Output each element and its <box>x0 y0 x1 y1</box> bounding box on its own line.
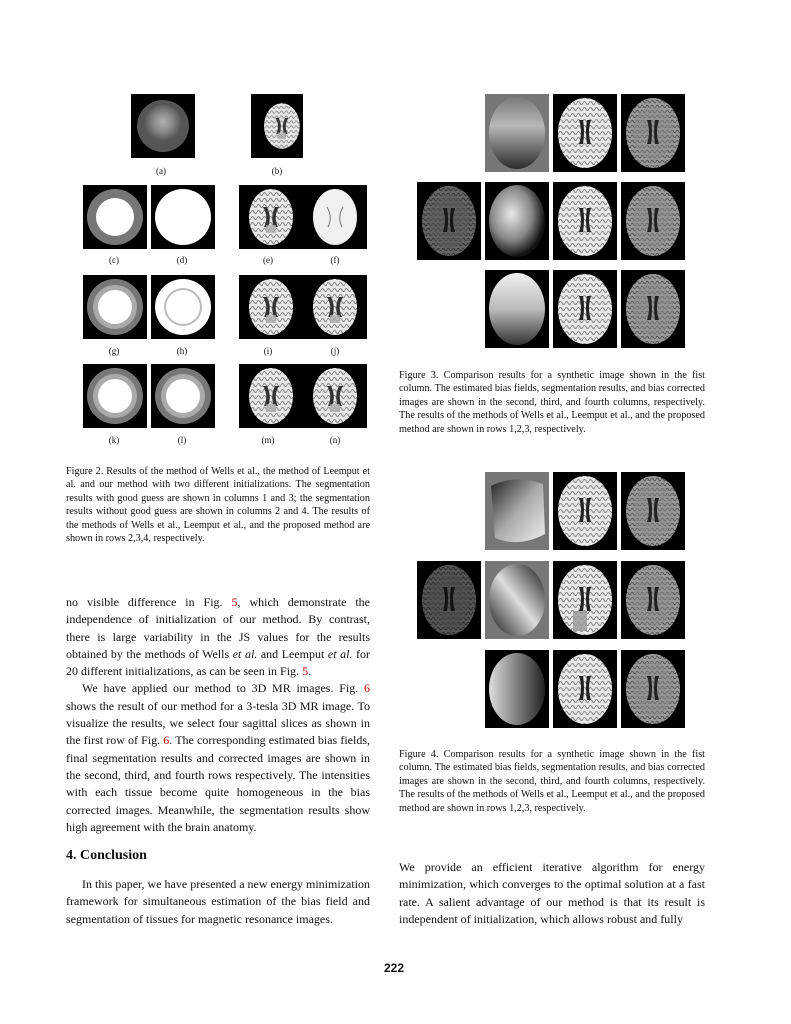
fig2-image-f <box>303 185 367 249</box>
fig4-segmentation <box>553 650 617 728</box>
figure-ref-link[interactable]: 5 <box>302 664 309 679</box>
fig2-caption: Figure 2. Results of the method of Wells et al., the method of Leemput et al. and our method with two different initializations. The segmentation results with good guess are shown in columns 1 and 3; the segmentation results without good guess are shown in columns 2 and 4. The results of the methods of Wells et al., Leemput et al., and the proposed method are shown in rows 2,3,4, respectively. <box>66 466 370 545</box>
fig2-image-g <box>83 275 147 339</box>
fig4-segmentation <box>553 561 617 639</box>
fig3-bias-field <box>485 270 549 348</box>
fig4-caption: Figure 4. Comparison results for a synthetic image shown in the fist column. The estimated bias fields, segmentation results, and bias corrected images are shown in the second, third, and fourth columns, respectively. The results of the methods of Wells et al., Leemput et al., and the proposed method are shown in rows 1,2,3, respectively. <box>399 749 705 814</box>
fig2-image-l <box>151 364 215 428</box>
figure-ref-link[interactable]: 5 <box>231 595 238 609</box>
fig2-image-d <box>151 185 215 249</box>
fig3-segmentation <box>553 270 617 348</box>
right-body-text: We provide an efficient iterative algorithm for energy minimization, which converges to the optimal solution at a fast rate. A salient advantage of our method is that its result is independent of initialization, which allows robust and fully <box>399 860 705 926</box>
fig4-corrected <box>621 561 685 639</box>
conclusion-text: In this paper, we have presented a new energy minimization framework for simultaneous estimation of the bias field and segmentation of tissues for magnetic resonance images. <box>66 877 370 926</box>
fig4-bias-field <box>485 472 549 550</box>
fig2-label-k: (k) <box>108 435 120 445</box>
fig2-label-e: (e) <box>263 255 273 265</box>
fig3-caption: Figure 3. Comparison results for a synthetic image shown in the fist column. The estimated bias fields, segmentation results, and bias corrected images are shown in the second, third, and fourth columns, respectively. The results of the methods of Wells et al., Leemput et al., and the proposed method are shown in rows 1,2,3, respectively. <box>399 370 705 435</box>
fig4-bias-field <box>485 650 549 728</box>
paragraph: We have applied our method to 3D MR images. Fig. 6 shows the result of our method for a 3-tesla 3D MR image. To visualize the results, we select four sagittal slices as shown in the first row of Fig. 6. The corresponding estimated bias fields, final segmentation results and corrected images are shown in the second, third, and fourth rows respectively. The intensities with each tissue become quite homogeneous in the bias corrected images. Meanwhile, the segmentation results show high agreement with the brain anatomy. <box>66 681 371 834</box>
fig3-corrected <box>621 182 685 260</box>
fig2-image-e <box>239 185 303 249</box>
fig2-label-i: (i) <box>263 346 273 356</box>
fig4-segmentation <box>553 472 617 550</box>
fig3-bias-field <box>485 182 549 260</box>
fig2-image-n <box>303 364 367 428</box>
fig3-segmentation <box>553 182 617 260</box>
fig2-image-k <box>83 364 147 428</box>
fig4-input-image <box>417 561 481 639</box>
fig2-label-c: (c) <box>109 255 119 265</box>
section-heading: 4. Conclusion <box>66 848 147 863</box>
fig2-label-g: (g) <box>108 346 120 356</box>
fig2-label-d: (d) <box>176 255 188 265</box>
fig3-corrected <box>621 270 685 348</box>
fig2-label-f: (f) <box>330 255 340 265</box>
fig2-label-l: (l) <box>177 435 187 445</box>
fig2-image-b <box>251 94 303 158</box>
fig3-input-image <box>417 182 481 260</box>
fig2-label-n: (n) <box>329 435 341 445</box>
fig2-label-b: (b) <box>271 166 283 176</box>
fig2-label-j: (j) <box>330 346 340 356</box>
fig3-segmentation <box>553 94 617 172</box>
fig2-image-i <box>239 275 303 339</box>
fig4-bias-field <box>485 561 549 639</box>
fig2-label-a: (a) <box>156 166 166 176</box>
fig2-label-m: (m) <box>261 435 275 445</box>
fig3-corrected <box>621 94 685 172</box>
left-body-text <box>66 594 370 836</box>
fig2-image-j <box>303 275 367 339</box>
figure-ref-link[interactable]: 6 <box>163 733 170 748</box>
page-number: 222 <box>384 961 405 975</box>
fig2-image-c <box>83 185 147 249</box>
fig2-image-h <box>151 275 215 339</box>
paragraph: no visible difference in Fig. 5, which demonstrate the independence of initialization of our method. By contrast, there is large variability in the JS values for the results obtained by the methods of Wells et al. and Leemput et al. for 20 different initializations, as can be seen in Fig. 5. <box>66 595 371 679</box>
fig2-image-m <box>239 364 303 428</box>
fig2-label-h: (h) <box>176 346 188 356</box>
figure-ref-link[interactable]: 6 <box>364 681 370 696</box>
fig2-image-a <box>131 94 195 158</box>
fig4-corrected <box>621 472 685 550</box>
fig4-corrected <box>621 650 685 728</box>
fig3-bias-field <box>485 94 549 172</box>
